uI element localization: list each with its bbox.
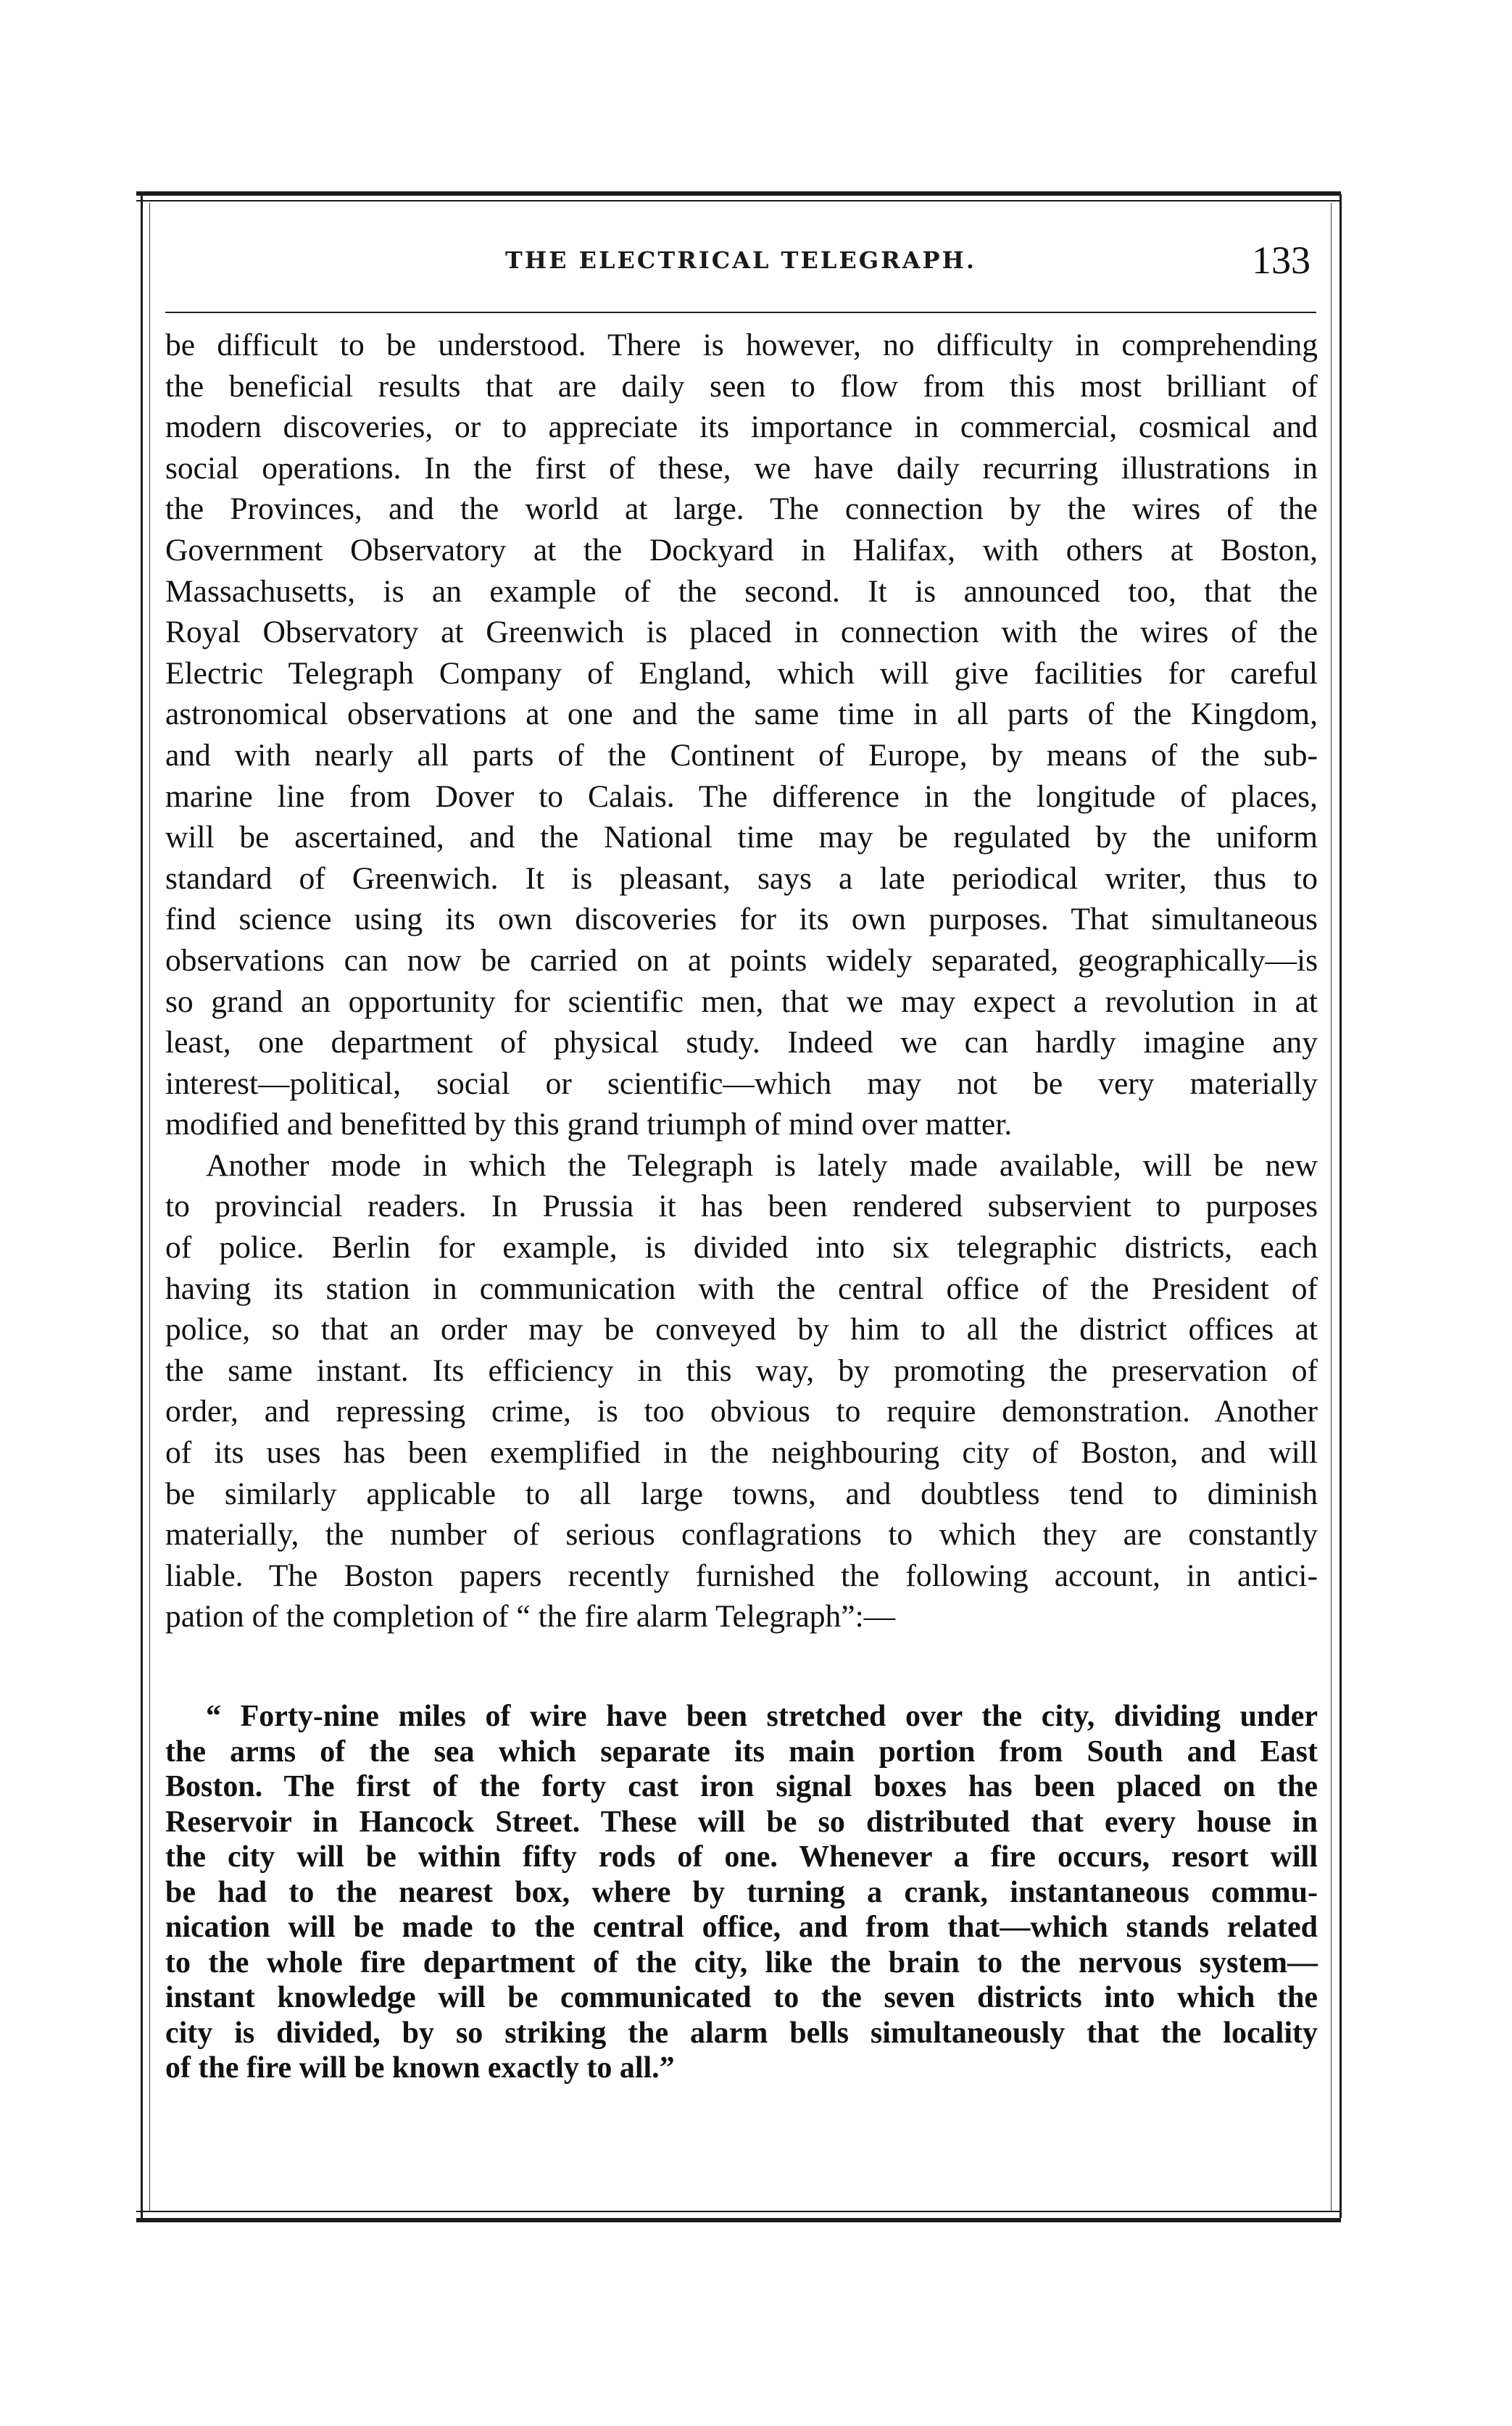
page-border-right: [1339, 194, 1342, 2218]
text-line: Massachusetts, is an example of the second. It is announced too, that the: [165, 573, 1318, 609]
page-border-top: [136, 191, 1341, 196]
text-line: astronomical observations at one and the same time in all parts of the Kingdom,: [165, 697, 1318, 732]
quote-line: city is divided, by so striking the alarm bells simultaneously that the locality: [165, 2016, 1318, 2050]
text-line: be difficult to be understood. There is however, no difficulty in comprehending: [165, 328, 1318, 362]
text-line: Government Observatory at the Dockyard in Halifax, with others at Boston,: [165, 532, 1318, 568]
paragraph-2: [165, 1145, 1318, 1637]
quote-line: “ Forty-nine miles of wire have been stretched over the city, dividing under: [206, 1700, 1318, 1733]
text-line: observations can now be carried on at points widely separated, geographically—is: [165, 942, 1318, 978]
text-line: liable. The Boston papers recently furnished the following account, in antici-: [165, 1558, 1318, 1593]
quote-line: instant knowledge will be communicated to the seven districts into which the: [165, 1981, 1318, 2014]
text-line: to provincial readers. In Prussia it has been rendered subservient to purposes: [165, 1189, 1318, 1224]
text-line: of police. Berlin for example, is divided into six telegraphic districts, each: [165, 1230, 1318, 1266]
quote-line: Boston. The first of the forty cast iron signal boxes has been placed on the: [165, 1770, 1318, 1803]
text-line: social operations. In the first of these, we have daily recurring illustrations in: [165, 450, 1318, 486]
text-line: and with nearly all parts of the Continent of Europe, by means of the sub-: [165, 737, 1318, 773]
text-line: the beneficial results that are daily seen to flow from this most brilliant of: [165, 368, 1318, 404]
text-line: least, one department of physical study. Indeed we can hardly imagine any: [165, 1025, 1318, 1060]
page-border-left: [141, 194, 143, 2218]
quote-line: Reservoir in Hancock Street. These will be so distributed that every house in: [165, 1805, 1318, 1839]
text-line: modern discoveries, or to appreciate its importance in commercial, cosmical and: [165, 410, 1318, 445]
text-line: so grand an opportunity for scientific men, that we may expect a revolution in at: [165, 984, 1318, 1019]
quote-line: the city will be within fifty rods of one. Whenever a fire occurs, resort will: [165, 1840, 1318, 1874]
quote-line: to the whole fire department of the city, like the brain to the nervous system—: [165, 1945, 1318, 1980]
page-number: 133: [1252, 238, 1310, 282]
body-text: [165, 325, 1318, 1637]
text-line: of its uses has been exemplified in the neighbouring city of Boston, and will: [165, 1435, 1318, 1471]
text-line: be similarly applicable to all large towns, and doubtless tend to diminish: [165, 1476, 1318, 1511]
block-quote: [165, 1699, 1318, 2086]
quote-line: of the fire will be known exactly to all.”: [165, 2051, 675, 2085]
text-line: having its station in communication with the central office of the President of: [165, 1271, 1318, 1306]
text-line: order, and repressing crime, is too obvious to require demonstration. Another: [165, 1394, 1318, 1429]
text-line: police, so that an order may be conveyed by him to all the district offices at: [165, 1312, 1318, 1347]
text-line: Electric Telegraph Company of England, which will give facilities for careful: [165, 655, 1318, 691]
header-rule: [165, 312, 1316, 313]
page-border-top-inner: [136, 200, 1341, 202]
text-line: will be ascertained, and the National time may be regulated by the uniform: [165, 820, 1318, 855]
text-line: find science using its own discoveries for its own purposes. That simultaneous: [165, 902, 1318, 937]
page-border-bottom-inner: [136, 2211, 1341, 2212]
text-line: pation of the completion of “ the fire alarm Telegraph”:—: [165, 1599, 896, 1634]
text-line: Royal Observatory at Greenwich is placed in connection with the wires of the: [165, 615, 1318, 650]
paragraph-1: [165, 325, 1318, 1145]
text-line: marine line from Dover to Calais. The difference in the longitude of places,: [165, 778, 1318, 814]
text-line: the Provinces, and the world at large. The connection by the wires of the: [165, 491, 1318, 527]
text-line: materially, the number of serious conflagrations to which they are constantly: [165, 1517, 1318, 1553]
text-line: standard of Greenwich. It is pleasant, says a late periodical writer, thus to: [165, 860, 1318, 896]
running-title: THE ELECTRICAL TELEGRAPH.: [505, 246, 976, 274]
page-border-right-inner: [1331, 203, 1332, 2211]
text-line: interest—political, social or scientific—which may not be very materially: [165, 1065, 1318, 1101]
quote-line: be had to the nearest box, where by turning a crank, instantaneous commu-: [165, 1875, 1318, 1909]
quote-line: nication will be made to the central office, and from that—which stands related: [165, 1911, 1318, 1944]
running-head: [168, 230, 1313, 288]
text-line: modified and benefitted by this grand triumph of mind over matter.: [165, 1107, 1013, 1142]
quote-line: the arms of the sea which separate its main portion from South and East: [165, 1735, 1318, 1769]
text-line: the same instant. Its efficiency in this way, by promoting the preservation of: [165, 1353, 1318, 1388]
text-line: Another mode in which the Telegraph is lately made available, will be new: [206, 1147, 1318, 1183]
page-border-bottom: [136, 2218, 1341, 2222]
page-border-left-inner: [149, 203, 150, 2211]
